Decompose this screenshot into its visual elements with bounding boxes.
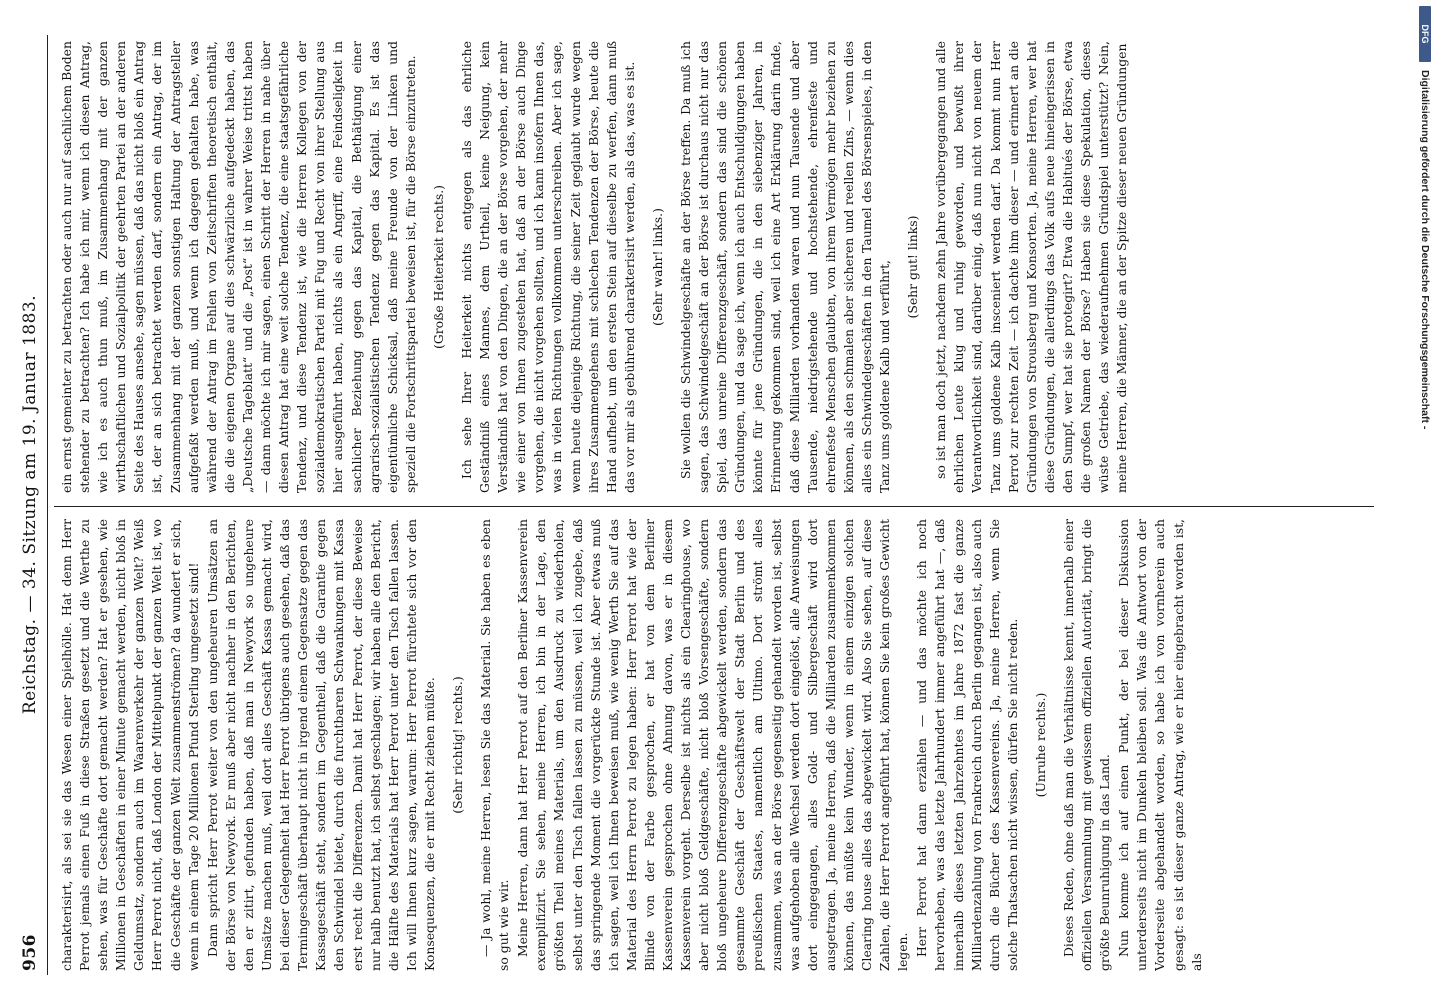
right-column: [58, 41, 1383, 493]
header-rule: [47, 35, 48, 975]
left-column: [58, 519, 1383, 971]
paragraph: Nun komme ich auf einen Punkt, der bei dieser Diskussion unterderseits nicht im Dunkeln bleiben soll. Was die Antwort von der Vorderseite abgehandelt worden, so habe ich von vornherein auch gesagt: es ist dieser ganze Antrag, wie er hier eingebracht worden ist, als: [1116, 519, 1204, 971]
paragraph: Dann spricht Herr Perrot weiter von den ungeheuren Umsätzen an der Börse von Newyork. Er muß aber nicht nachher in den Berichten, den er zitirt, gefunden haben, daß man in Newyork so ungeheure Umsätze machen muß, weil dort alles Geschäft Kassa gemacht wird, bei dieser Gelegenheit hat Herr Perrot übrigens auch gesehen, daß das Termingeschäft überhaupt nicht in irgend einem Gegensatze gegen das Kassageschäft steht, sondern im Gegentheil, daß die Garantie gegen den Schwindel bietet, durch die furchtbaren Schwankungen mit Kassa erst recht die Differenzen. Damit hat Herr Perrot, der diese Beweise nur halb benutzt hat, ich selbst geschlagen; wir haben alle den Bericht, die Hälfte des Materials hat Herr Perrot unter den Tisch fallen lassen. Ich will Ihnen kurz sagen, warum: Herr Perrot fürchtete sich vor den Konsequenzen, die er mit Recht ziehen müßte.: [204, 519, 437, 971]
interjection: (Sehr gut! links): [905, 215, 921, 319]
column-divider: [54, 506, 1374, 507]
paragraph: Herr Perrot hat dann erzählen — und das möchte ich noch hervorheben, was das letzte Jahrhundert immer angeführt hat —, daß innerhalb dieses letzten Jahrzehntes im Jahre 1872 fast die ganze Milliardenzahlung von Frankreich durch Berlin gegangen ist, also auch durch die Bücher des Kassenvereins. Ja, meine Herren, wenn Sie solche Thatsachen nicht wissen, dürfen Sie nicht reden.: [914, 519, 1020, 971]
paragraph: so ist man doch jetzt, nachdem zehn Jahre vorübergegangen und alle ehrlichen Leute klug und ruhig geworden, und bewußt ihrer Verantwortlichkeit sind, darüber einig, daß nun nicht von neuem der Tanz ums goldene Kalb insceniert werden darf. Da kommt nun Herr Perrot zur rechten Zeit — ich dachte ihm dieser — und erinnert an die Gründungen von Strousberg und Konsorten. Ja, meine Herren, wer hat diese Gründungen, die allerdings das Volk aufs neue hineingerissen in den Sumpf, wer hat sie protegirt? Etwa die Habitués der Börse, etwa die großen Namen der Börse? Haben sie diese Spekulation, dieses wüste Getriebe, das wiederaufnehmen Gründspiel unterstützt? Nein, meine Herren, die Männer, die an der Spitze dieser neuen Gründungen: [933, 41, 1130, 493]
paragraph: Dieses Reden, ohne daß man die Verhältnisse kennt, innerhalb einer offiziellen Versammlung mit gewissem offiziellen Autorität, bringt die größte Beunruhigung in das Land.: [1060, 519, 1113, 971]
interjection: (Sehr richtig! rechts.): [449, 676, 465, 814]
interjection: (Unruhe rechts.): [1032, 692, 1048, 798]
page-title: Reichstag. — 34. Sitzung am 19. Januar 1883.: [20, 294, 40, 715]
paragraph: Ich sehe Ihrer Heiterkeit nichts entgegen als das ehrliche Geständniß eines Mannes, dem Urtheil, keine Neigung, kein Verständniß hat von den Dingen, die an der Börse vorgehen, der mehr wie einer von Ihnen zugestehen hat, daß an der Börse auch Dinge vorgehen, die nicht vorgehen sollten, und ich kann insofern Ihnen das, was in vielen Richtungen vollkommen unterschreiben. Aber ich sage, wenn heute diejenige Richtung, die seiner Zeit geglaubt wurde wegen ihres Zusammengehens mit schlechen Tendenzen der Börse, heute die Hand aufhebt, um den ersten Stein auf dieselbe zu werfen, dann muß das vor mir als gebührend charakterisirt werden, als das, was es ist.: [458, 41, 637, 493]
digitization-notice: Digitalisierung gefördert durch die Deutsche Forschungsgemeinschaft -: [1419, 70, 1431, 430]
paragraph: Meine Herren, dann hat Herr Perrot auf den Berliner Kassenverein exemplifizirt. Sie sehen, meine Herren, ich bin in der Lage, den größten Theil meines Materials, um den Ausdruck zu wiederholen, selbst unter den Tisch fallen lassen zu müssen, weil ich zugebe, daß das springende Moment die vorgerückte Stunde ist. Aber etwas muß ich sagen, weil ich Ihnen beweisen muß, wie wenig Werth Sie auf das Material des Herrn Perrot zu legen haben: Herr Perrot hat wie der Blinde von der Farbe gesprochen, er hat von dem Berliner Kassenverein gesprochen ohne Ahnung davon, was er in diesem Kassenverein vorgeht. Derselbe ist nichts als ein Clearinghouse, wo aber nicht bloß Geldgeschäfte, nicht bloß Vorsengeschäfte, sondern bloß ungeheure Differenzgeschäfte abgewickelt werden, sondern das gesammte Geschäft der Geschäftswelt der Stadt Berlin und des preußischen Staates, namentlich am Ultimo. Dort strömt alles zusammen, was an der Börse gegenseitig gehandelt worden ist, selbst was aufgehoben alle Wechsel werden dort eingelöst, alle Anweisungen dort eingegangen, alles Gold- und Silbergeschäft wird dort ausgetragen. Ja, meine Herren, daß die Milliarden zusammenkommen können, das müßte kein Wunder, wenn in einem einzigen solchen Clearing house alles das abgewickelt wird. Also Sie sehen, auf diese Zahlen, die Herr Perrot angeführt hat, können Sie kein großes Gewicht legen.: [515, 519, 911, 971]
page-number: 956: [20, 934, 40, 971]
paragraph: ein ernst gemeinter zu betrachten oder auch nur auf sachlichem Boden stehender zu betrachten? Ich habe ich mir, wenn ich diesen Antrag, wie ich es auch thun muß, im Zusammenhang mit der ganzen wirthschaftlichen und Sozialpolitik der geehrten Partei an der anderen Seite des Hauses ansehe, sagen müssen, daß das nicht bloß ein Antrag ist, der an sich betrachtet werden darf, sondern ein Antrag, der im Zusammenhang mit der ganzen sonstigen Haltung der Antragsteller aufgefaßt werden muß, und wenn ich dagegen gehalten habe, was während der Antrag im Fehlen von Zeitschriften theoretisch enthält, die die eigenen Organe auf dies schwärzliche aufgedeckt haben, das „Deutsche Tageblatt“ und die „Post“ ist in wahrer Weise trittst haben — dann möchte ich mir sagen, einen Schritt der Herren in nahe über diesen Antrag hat eine weit solche Tendenz, die eine staatsgefährliche Tendenz, und diese Tendenz ist, wie die Herren Kollegen von der sozialdemokratischen Partei mit Fug und Recht von ihrer Stellung aus hier ausgeführt haben, nichts als ein Angriff, eine Feindseligkeit in sachlicher Beziehung gegen das Kapital, die Bethätigung einer agrarisch-sozialistischen Tendenz gegen das Kapital. Es ist das eigentümliche Schicksal, daß meine Freunde von der Linken und speziell die Fortschrittspartei beweisen ist, für die Börse einzutreten.: [59, 41, 418, 493]
dfg-logo: [1419, 6, 1431, 62]
interjection: (Große Heiterkeit rechts.): [430, 185, 446, 350]
interjection: (Sehr wahr! links.): [649, 208, 665, 326]
paragraph: — Ja wohl, meine Herren, lesen Sie das Material. Sie haben es eben so gut wie wir.: [478, 519, 512, 971]
dfg-logo-text: DFG: [1420, 24, 1430, 44]
digitization-sidebar: [1418, 0, 1432, 1000]
paragraph: Sie wollen die Schwindelgeschäfte an der Börse treffen. Da muß ich sagen, das Schwindelgeschäft an der Börse ist durchaus nicht nur das Spiel, das unreine Differenzgeschäft, sondern das sind die schönen Gründungen, und da sage ich, wenn ich auch Entschuldigungen haben könnte für jene Gründungen, die in den siebenziger Jahren, in Erinnerung gekommen sind, weil ich eine Art Erklärung darin finde, daß diese Milliarden vorhanden waren und nun Tausende und aber Tausende, niedrigstehende und hochstehende, ehrenfeste und ehrenfeste Menschen glaubten, von ihrem Vermögen mehr beziehen zu können, als den schmalen aber sicheren und reellen Zins, — wenn dies alles ein Schwindelgeschäften in den Taumel des Börsenspieles, in den Tanz ums goldene Kalb und verführt,: [678, 41, 893, 493]
rotated-document-page: [10, 35, 1400, 975]
paragraph: charakterisirt, als sei sie das Wesen einer Spielhölle. Hat denn Herr Perrot jemals einen Fuß in diese Straßen gesetzt und die Werthe zu sehen, was für Geschäfte dort gemacht werden? Hat er gesehen, wie Millionen in Geschäften in einer Minute gemacht werden, nicht bloß in Geldumsatz, sondern auch im Waarenverkehr der ganzen Welt? Weiß Herr Perrot nicht, daß London der Mittelpunkt der ganzen Welt ist, wo die Geschäfte der ganzen Welt zusammenströmen? da wundert er sich, wenn in einem Tage 20 Millionen Pfund Sterling umgesetzt sind!: [59, 519, 201, 971]
page-header: [10, 35, 50, 975]
